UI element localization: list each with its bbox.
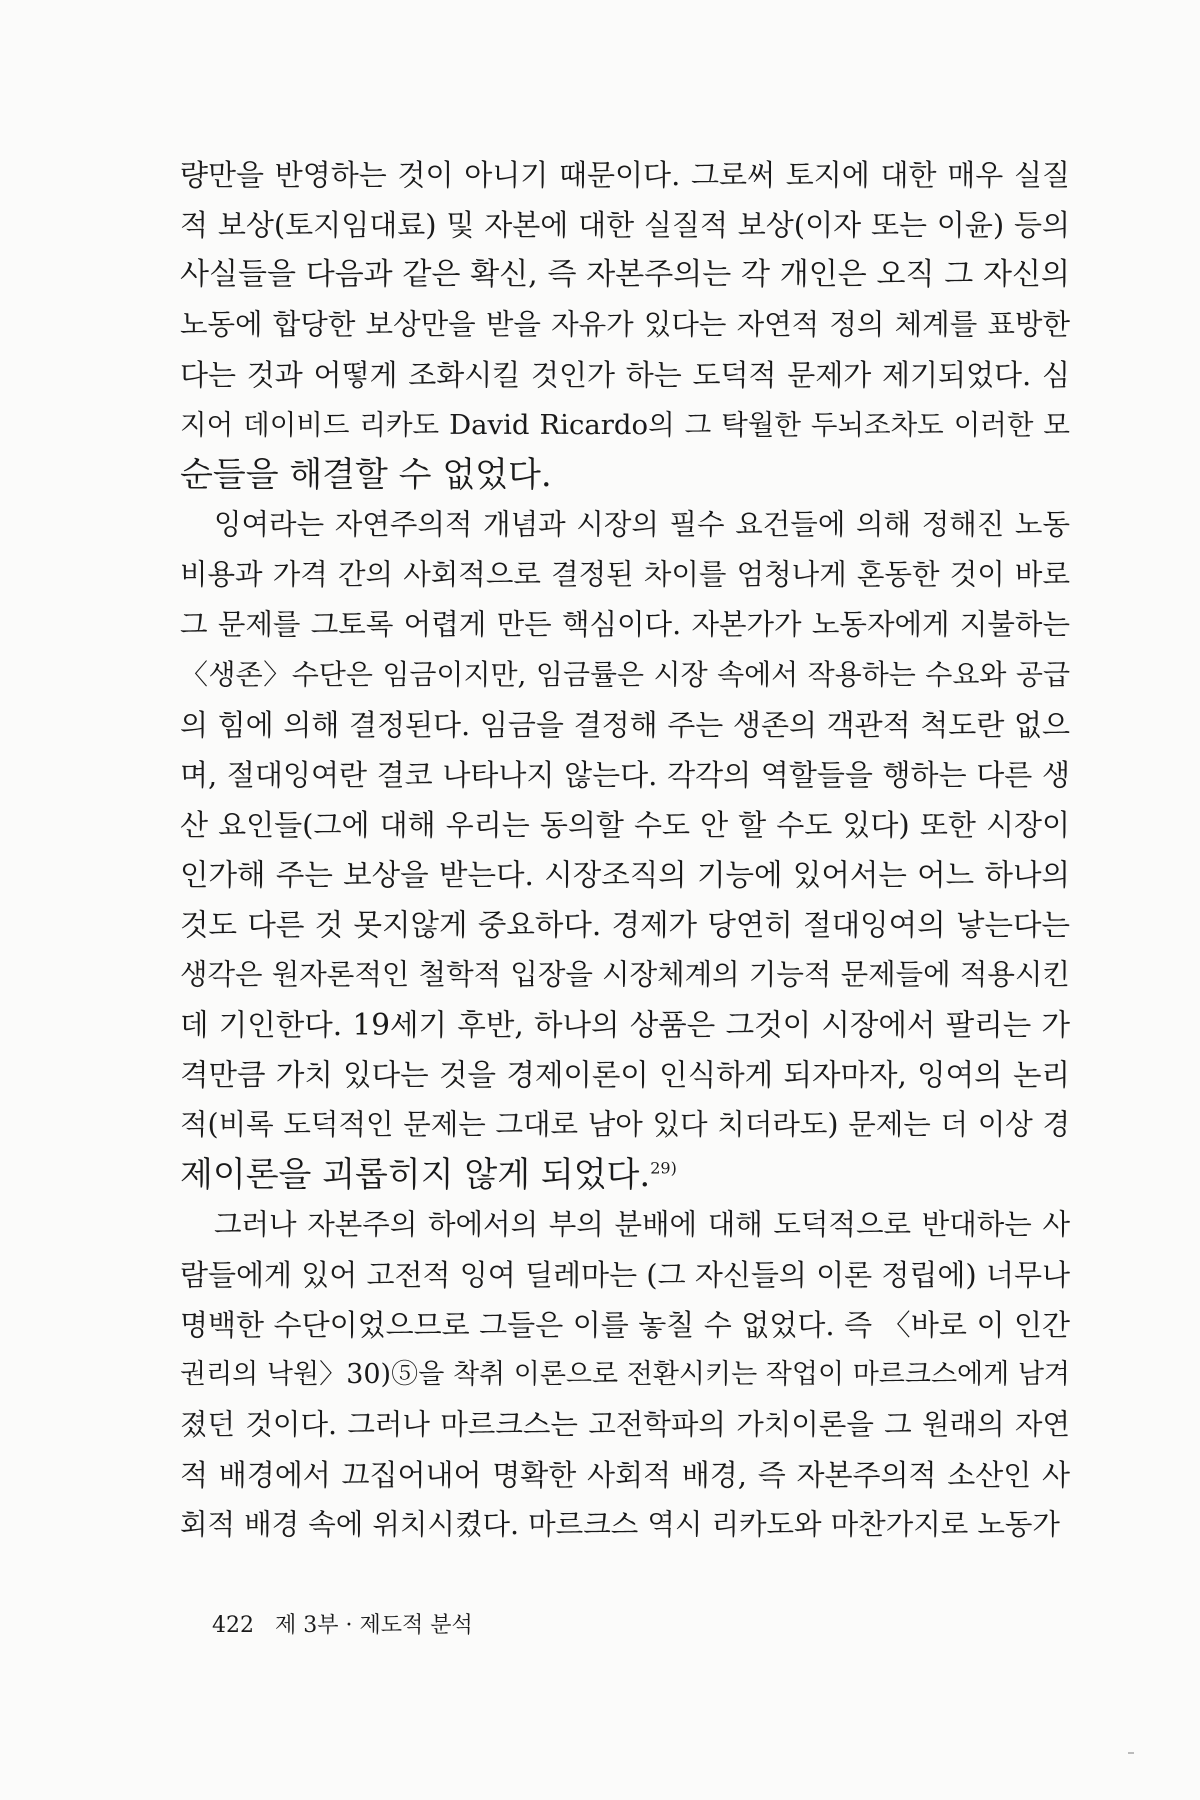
text-line: 졌던 것이다. 그러나 마르크스는 고전학파의 가치이론을 그 원래의 자연	[180, 1408, 1070, 1441]
text-line: 권리의 낙원〉30)⑤을 착취 이론으로 전환시키는 작업이 마르크스에게 남겨	[180, 1359, 1070, 1390]
text-line: 비용과 가격 간의 사회적으로 결정된 차이를 엄청나게 혼동한 것이 바로	[180, 558, 1070, 591]
text-line: 그러나 자본주의 하에서의 부의 분배에 대해 도덕적으로 반대하는 사	[214, 1208, 1070, 1241]
text-line: 잉여라는 자연주의적 개념과 시장의 필수 요건들에 의해 정해진 노동	[214, 508, 1070, 541]
text-line: 다는 것과 어떻게 조화시킬 것인가 하는 도덕적 문제가 제기되었다. 심	[180, 358, 1070, 392]
text-line: 인가해 주는 보상을 받는다. 시장조직의 기능에 있어서는 어느 하나의	[180, 858, 1070, 892]
body-text	[180, 150, 1070, 1550]
text-line: 그 문제를 그토록 어렵게 만든 핵심이다. 자본가가 노동자에게 지불하는	[180, 608, 1070, 641]
text-line: 〈생존〉수단은 임금이지만, 임금률은 시장 속에서 작용하는 수요와 공급	[180, 658, 1070, 691]
text-line: 의 힘에 의해 결정된다. 임금을 결정해 주는 생존의 객관적 척도란 없으	[180, 708, 1070, 742]
text-line: 노동에 합당한 보상만을 받을 자유가 있다는 자연적 정의 체계를 표방한	[180, 308, 1070, 341]
text-line: 생각은 원자론적인 철학적 입장을 시장체계의 기능적 문제들에 적용시킨	[180, 958, 1070, 991]
text-line: 량만을 반영하는 것이 아니기 때문이다. 그로써 토지에 대한 매우 실질	[180, 158, 1070, 192]
page-number: 422	[212, 1613, 254, 1638]
text-line: 사실들을 다음과 같은 확신, 즉 자본주의는 각 개인은 오직 그 자신의	[180, 257, 1070, 292]
text-line: 지어 데이비드 리카도 David Ricardo의 그 탁월한 두뇌조차도 이러한 모	[180, 409, 1070, 441]
page-footer	[212, 1608, 473, 1639]
text-line: 격만큼 가치 있다는 것을 경제이론이 인식하게 되자마자, 잉여의 논리	[180, 1058, 1070, 1092]
text-line: 데 기인한다. 19세기 후반, 하나의 상품은 그것이 시장에서 팔리는 가	[180, 1008, 1070, 1042]
text-line: 산 요인들(그에 대해 우리는 동의할 수도 안 할 수도 있다) 또한 시장이	[180, 808, 1070, 842]
text-line: 제이론을 괴롭히지 않게 되었다.$^{29)}$	[180, 1155, 677, 1195]
text-line: 순들을 해결할 수 없었다.	[180, 455, 552, 495]
text-line: 람들에게 있어 고전적 잉여 딜레마는 (그 자신들의 이론 정립에) 너무나	[180, 1258, 1070, 1292]
text-line: 것도 다른 것 못지않게 중요하다. 경제가 당연히 절대잉여의 낳는다는	[180, 908, 1070, 942]
text-line: 며, 절대잉여란 결코 나타나지 않는다. 각각의 역할들을 행하는 다른 생	[180, 758, 1070, 792]
section-title: 제 3부 · 제도적 분석	[275, 1613, 473, 1638]
text-line: 적(비록 도덕적인 문제는 그대로 남아 있다 치더라도) 문제는 더 이상 경	[180, 1108, 1070, 1141]
text-line: 회적 배경 속에 위치시켰다. 마르크스 역시 리카도와 마찬가지로 노동가	[180, 1508, 1060, 1541]
footnote-marker: 29)	[650, 1158, 677, 1178]
scan-mark	[1128, 1752, 1134, 1754]
text-line: 적 보상(토지임대료) 및 자본에 대한 실질적 보상(이자 또는 이윤) 등의	[180, 208, 1070, 242]
text-line: 적 배경에서 끄집어내어 명확한 사회적 배경, 즉 자본주의적 소산인 사	[180, 1458, 1070, 1492]
text-line: 명백한 수단이었으므로 그들은 이를 놓칠 수 없었다. 즉 〈바로 이 인간	[180, 1308, 1070, 1342]
